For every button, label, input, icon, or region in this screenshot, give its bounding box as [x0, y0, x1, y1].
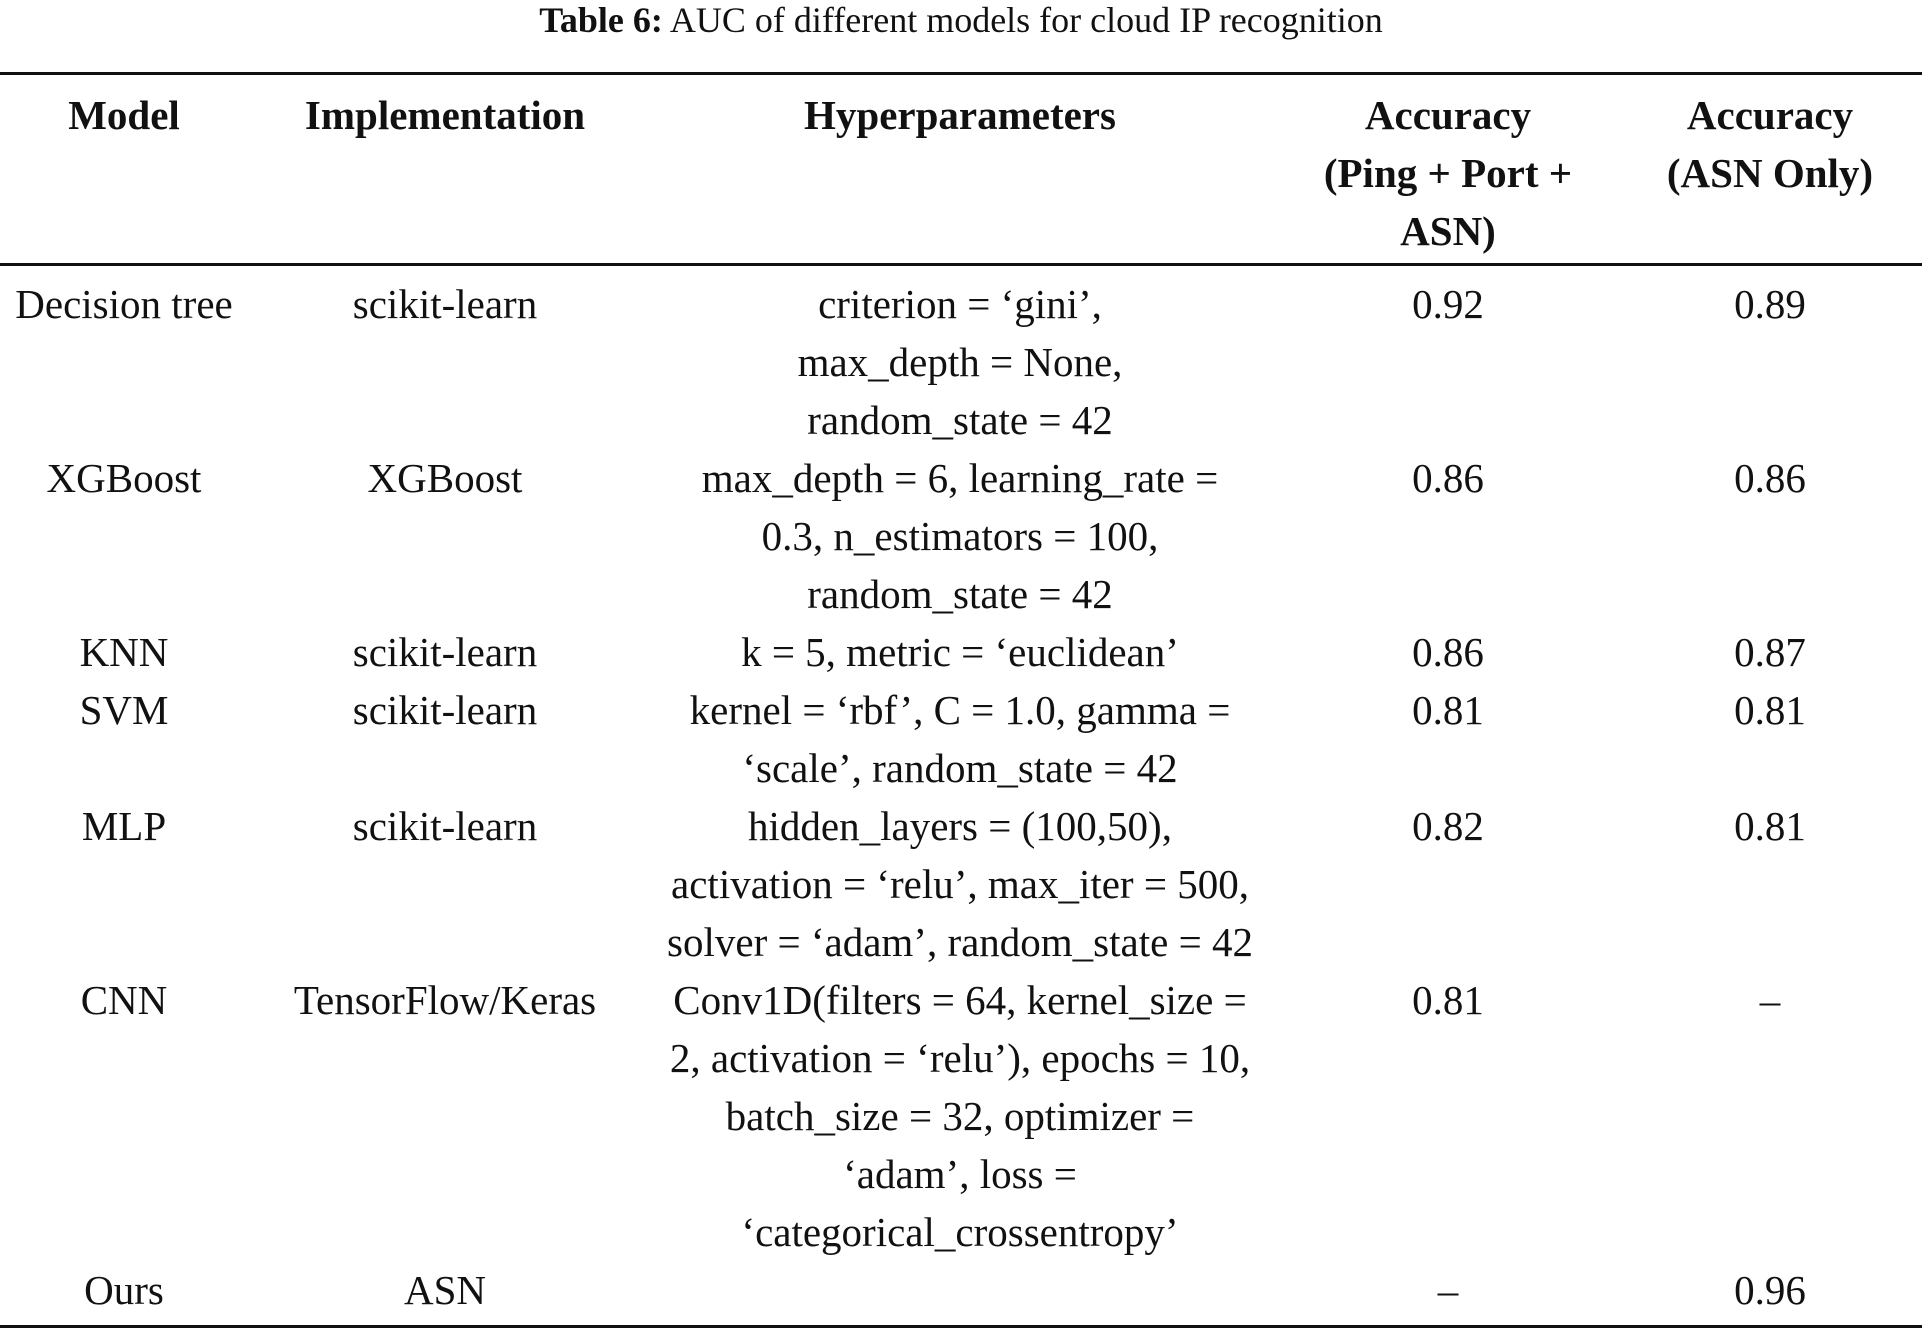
table-caption	[0, 0, 1922, 40]
hyperparameter-line: ‘scale’, random_state = 42	[742, 745, 1178, 791]
cell-accuracy-asn: –	[1759, 977, 1781, 1023]
hyperparameter-line: 2, activation = ‘relu’), epochs = 10,	[669, 1035, 1251, 1081]
cell-accuracy-asn: 0.89	[1734, 281, 1806, 327]
cell-accuracy-full: 0.81	[1412, 977, 1484, 1023]
header-line: ASN)	[1400, 208, 1496, 254]
bottom-rule	[0, 1325, 1922, 1328]
cell-accuracy-asn: 0.86	[1734, 455, 1806, 501]
hyperparameter-line: solver = ‘adam’, random_state = 42	[667, 919, 1253, 965]
cell-accuracy-full: 0.86	[1412, 629, 1484, 675]
header-hyperparameters: Hyperparameters	[804, 92, 1116, 138]
cell-hyperparameters	[642, 971, 1278, 1261]
cell-implementation: TensorFlow/Keras	[293, 977, 597, 1023]
cell-model: Decision tree	[15, 281, 233, 327]
cell-accuracy-full: –	[1437, 1267, 1459, 1313]
cell-hyperparameters	[642, 275, 1278, 449]
cell-hyperparameters	[642, 797, 1278, 971]
table-title: AUC of different models for cloud IP recognition	[669, 0, 1383, 40]
cell-implementation: XGBoost	[367, 455, 523, 501]
cell-implementation: scikit-learn	[352, 281, 538, 327]
cell-accuracy-full: 0.82	[1412, 803, 1484, 849]
hyperparameter-line: kernel = ‘rbf’, C = 1.0, gamma =	[689, 687, 1231, 733]
cell-hyperparameters	[642, 1261, 1278, 1319]
cell-accuracy-asn: 0.96	[1734, 1267, 1806, 1313]
top-rule	[0, 72, 1922, 75]
table-label: Table 6:	[539, 0, 663, 40]
header-line: Accuracy	[1364, 92, 1532, 138]
cell-accuracy-asn: 0.81	[1734, 803, 1806, 849]
cell-implementation: ASN	[403, 1267, 487, 1313]
hyperparameter-line	[642, 1261, 1278, 1319]
cell-model: SVM	[79, 687, 169, 733]
header-line: (Ping + Port +	[1323, 150, 1573, 196]
cell-accuracy-asn: 0.87	[1734, 629, 1806, 675]
cell-model: MLP	[81, 803, 167, 849]
hyperparameter-line: max_depth = None,	[797, 339, 1123, 385]
cell-hyperparameters	[642, 623, 1278, 681]
header-line: Accuracy	[1686, 92, 1854, 138]
cell-implementation: scikit-learn	[352, 687, 538, 733]
cell-accuracy-full: 0.81	[1412, 687, 1484, 733]
hyperparameter-line: ‘adam’, loss =	[843, 1151, 1077, 1197]
header-rule	[0, 263, 1922, 266]
hyperparameter-line: random_state = 42	[807, 397, 1113, 443]
hyperparameter-line: hidden_layers = (100,50),	[748, 803, 1172, 849]
hyperparameter-line: max_depth = 6, learning_rate =	[701, 455, 1219, 501]
header-line: (ASN Only)	[1666, 150, 1874, 196]
header-model: Model	[68, 92, 180, 138]
hyperparameter-line: activation = ‘relu’, max_iter = 500,	[671, 861, 1249, 907]
hyperparameter-line: 0.3, n_estimators = 100,	[761, 513, 1159, 559]
cell-accuracy-full: 0.86	[1412, 455, 1484, 501]
hyperparameter-line: criterion = ‘gini’,	[818, 281, 1102, 327]
cell-model: XGBoost	[46, 455, 202, 501]
cell-accuracy-full: 0.92	[1412, 281, 1484, 327]
header-implementation: Implementation	[304, 92, 586, 138]
cell-model: CNN	[80, 977, 168, 1023]
hyperparameter-line: ‘categorical_crossentropy’	[741, 1209, 1179, 1255]
hyperparameter-line: k = 5, metric = ‘euclidean’	[741, 629, 1179, 675]
hyperparameter-line: Conv1D(filters = 64, kernel_size =	[673, 977, 1247, 1023]
cell-hyperparameters	[642, 449, 1278, 623]
header-accuracy-full	[1278, 86, 1618, 260]
cell-model: Ours	[84, 1267, 164, 1313]
cell-accuracy-asn: 0.81	[1734, 687, 1806, 733]
cell-model: KNN	[79, 629, 169, 675]
cell-implementation: scikit-learn	[352, 629, 538, 675]
cell-implementation: scikit-learn	[352, 803, 538, 849]
header-accuracy-asn	[1618, 86, 1922, 202]
cell-hyperparameters	[642, 681, 1278, 797]
hyperparameter-line: batch_size = 32, optimizer =	[725, 1093, 1195, 1139]
hyperparameter-line: random_state = 42	[807, 571, 1113, 617]
